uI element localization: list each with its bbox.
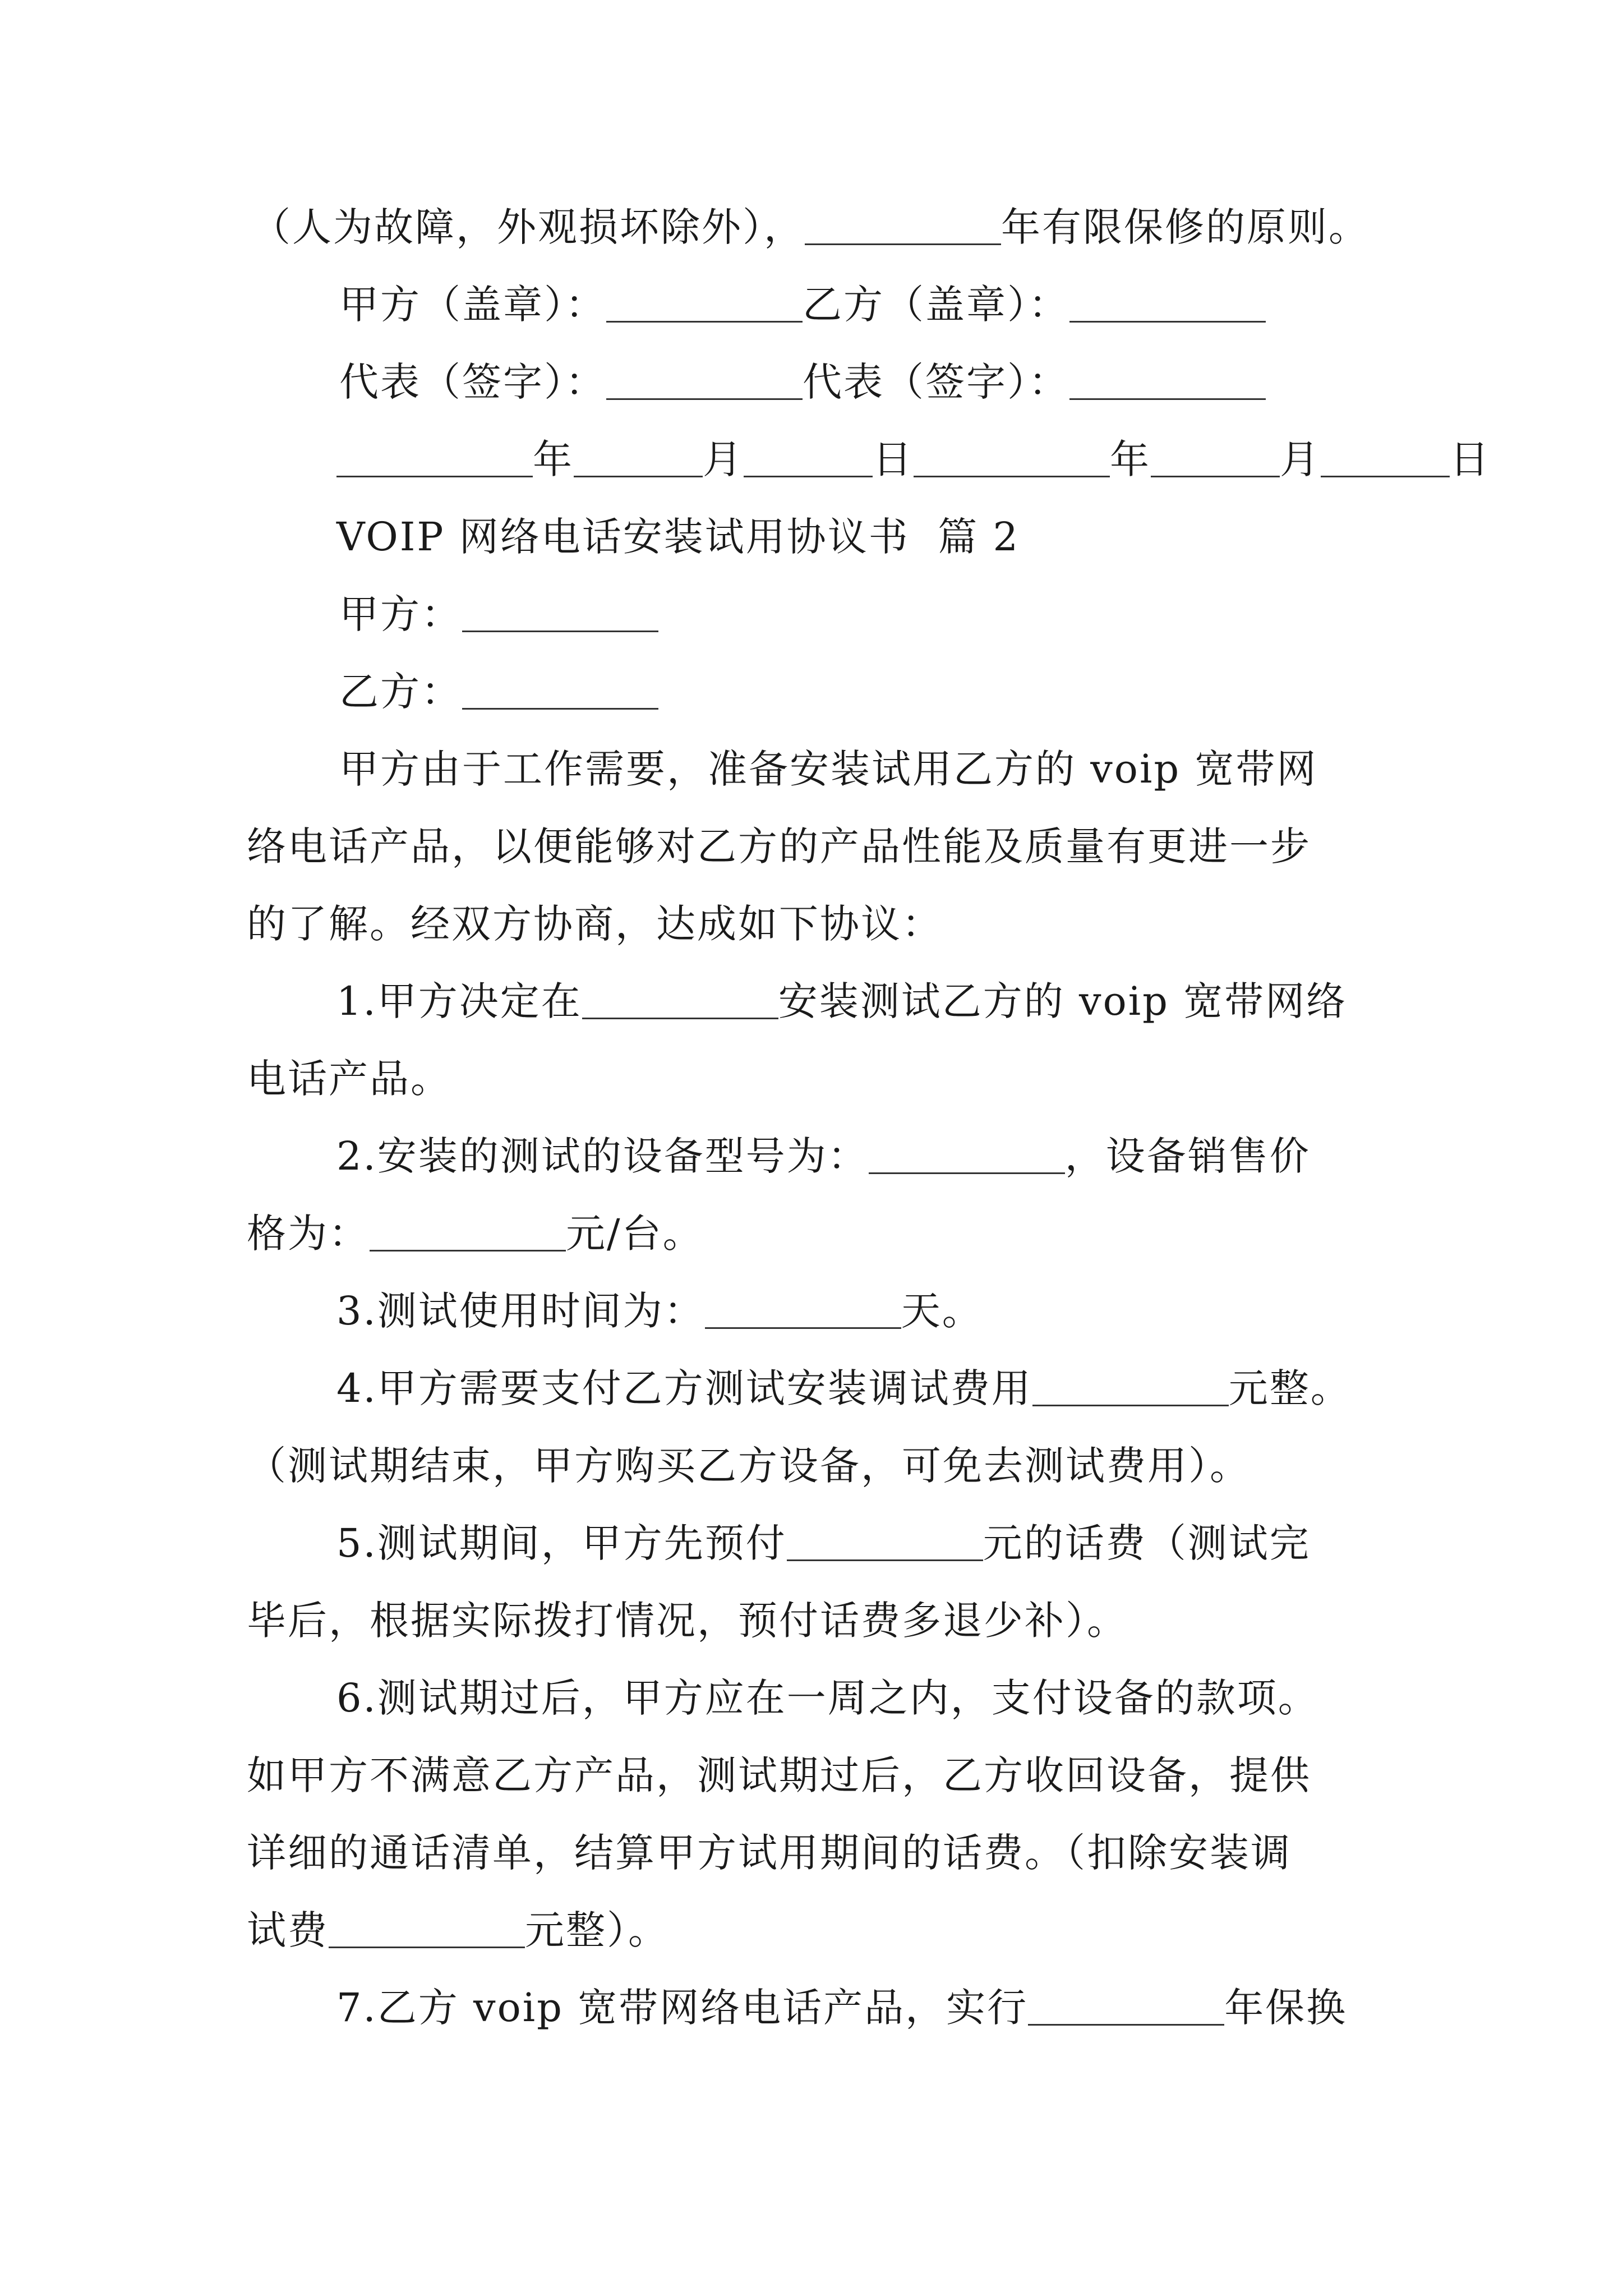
clause-2-cont: [247, 1205, 704, 1262]
text: 天。: [901, 1288, 983, 1334]
text: 试费: [247, 1907, 329, 1953]
text: ，设备销售价: [1064, 1133, 1311, 1179]
text: 元整）。: [525, 1907, 669, 1953]
blank-field: [1151, 440, 1280, 477]
clause-6-cont: 详细的通话清单，结算甲方试用期间的话费。（扣除安装调: [247, 1830, 1292, 1876]
clause-5: [336, 1515, 1311, 1571]
text: 1.甲方决定在: [336, 978, 582, 1024]
clause-3: [336, 1283, 983, 1339]
text: 元/台。: [566, 1211, 704, 1257]
blank-field: [462, 672, 658, 710]
section-title: VOIP 网络电话安装试用协议书 篇 2: [336, 514, 1020, 560]
text: 5.测试期间，甲方先预付: [336, 1520, 787, 1566]
blank-field: [744, 440, 873, 477]
clause-7: [336, 1980, 1347, 2036]
clause-2: [336, 1128, 1311, 1184]
blank-field: [1032, 1369, 1229, 1406]
text: 3.测试使用时间为：: [336, 1288, 705, 1334]
paragraph-line: 络电话产品，以便能够对乙方的产品性能及质量有更进一步: [247, 823, 1311, 869]
clause-1-cont: 电话产品。: [247, 1056, 451, 1102]
blank-field: [606, 362, 803, 400]
blank-field: [370, 1214, 566, 1251]
month-label: 月: [1280, 436, 1321, 482]
year-label: 年: [1110, 436, 1151, 482]
blank-field: [336, 440, 533, 477]
clause-4: [336, 1360, 1352, 1416]
year-label: 年: [533, 436, 574, 482]
text: 2.安装的测试的设备型号为：: [336, 1133, 869, 1179]
blank-field: [574, 440, 703, 477]
text: 元的话费（测试完: [983, 1520, 1311, 1566]
clause-5-cont: 毕后，根据实际拨打情况，预付话费多退少补）。: [247, 1598, 1128, 1644]
clause-6-cont: 如甲方不满意乙方产品，测试期过后，乙方收回设备，提供: [247, 1752, 1311, 1798]
blank-field: [914, 440, 1110, 477]
blank-field: [869, 1137, 1065, 1174]
blank-field: [329, 1911, 525, 1948]
text: 安装测试乙方的 voip 宽带网络: [778, 978, 1348, 1024]
clause-1: [336, 973, 1347, 1029]
paragraph-line: 的了解。经双方协商，达成如下协议：: [247, 901, 943, 947]
blank-field: [462, 595, 658, 632]
blank-field: [787, 1524, 983, 1561]
rep-b-label: 代表（签字）：: [803, 359, 1069, 405]
blank-field: [1069, 362, 1266, 400]
party-a-label: 甲方：: [339, 591, 462, 637]
blank-field: [805, 208, 1001, 245]
blank-field: [1321, 440, 1450, 477]
blank-field: [1028, 1988, 1224, 2026]
clause-4-cont: （测试期结束，甲方购买乙方设备，可免去测试费用）。: [247, 1443, 1251, 1489]
paragraph-line: [251, 199, 1370, 255]
text: 格为：: [247, 1211, 370, 1257]
text: 年有限保修的原则。: [1001, 204, 1370, 250]
text: 元整。: [1228, 1365, 1352, 1411]
blank-field: [705, 1291, 901, 1329]
signature-rep-line: [339, 354, 1266, 410]
day-label: 日: [1450, 436, 1491, 482]
month-label: 月: [703, 436, 744, 482]
text: 年保换: [1224, 1985, 1348, 2031]
text: （人为故障，外观损坏除外），: [251, 204, 805, 250]
day-label: 日: [873, 436, 914, 482]
party-a-line: [339, 586, 658, 642]
paragraph-line: 甲方由于工作需要，准备安装试用乙方的 voip 宽带网: [339, 746, 1318, 792]
party-b-seal-label: 乙方（盖章）：: [803, 282, 1069, 328]
party-b-label: 乙方：: [339, 669, 462, 715]
clause-6: 6.测试期过后，甲方应在一周之内，支付设备的款项。: [336, 1675, 1319, 1721]
blank-field: [1069, 285, 1266, 323]
signature-seal-line: [339, 277, 1266, 333]
party-a-seal-label: 甲方（盖章）：: [339, 282, 606, 328]
blank-field: [606, 285, 803, 323]
text: 4.甲方需要支付乙方测试安装调试费用: [336, 1365, 1032, 1411]
rep-a-label: 代表（签字）：: [339, 359, 606, 405]
text: 7.乙方 voip 宽带网络电话产品，实行: [336, 1985, 1029, 2031]
clause-6-cont: [247, 1902, 669, 1958]
date-line: [336, 431, 1491, 487]
party-b-line: [339, 664, 658, 720]
blank-field: [582, 982, 778, 1019]
